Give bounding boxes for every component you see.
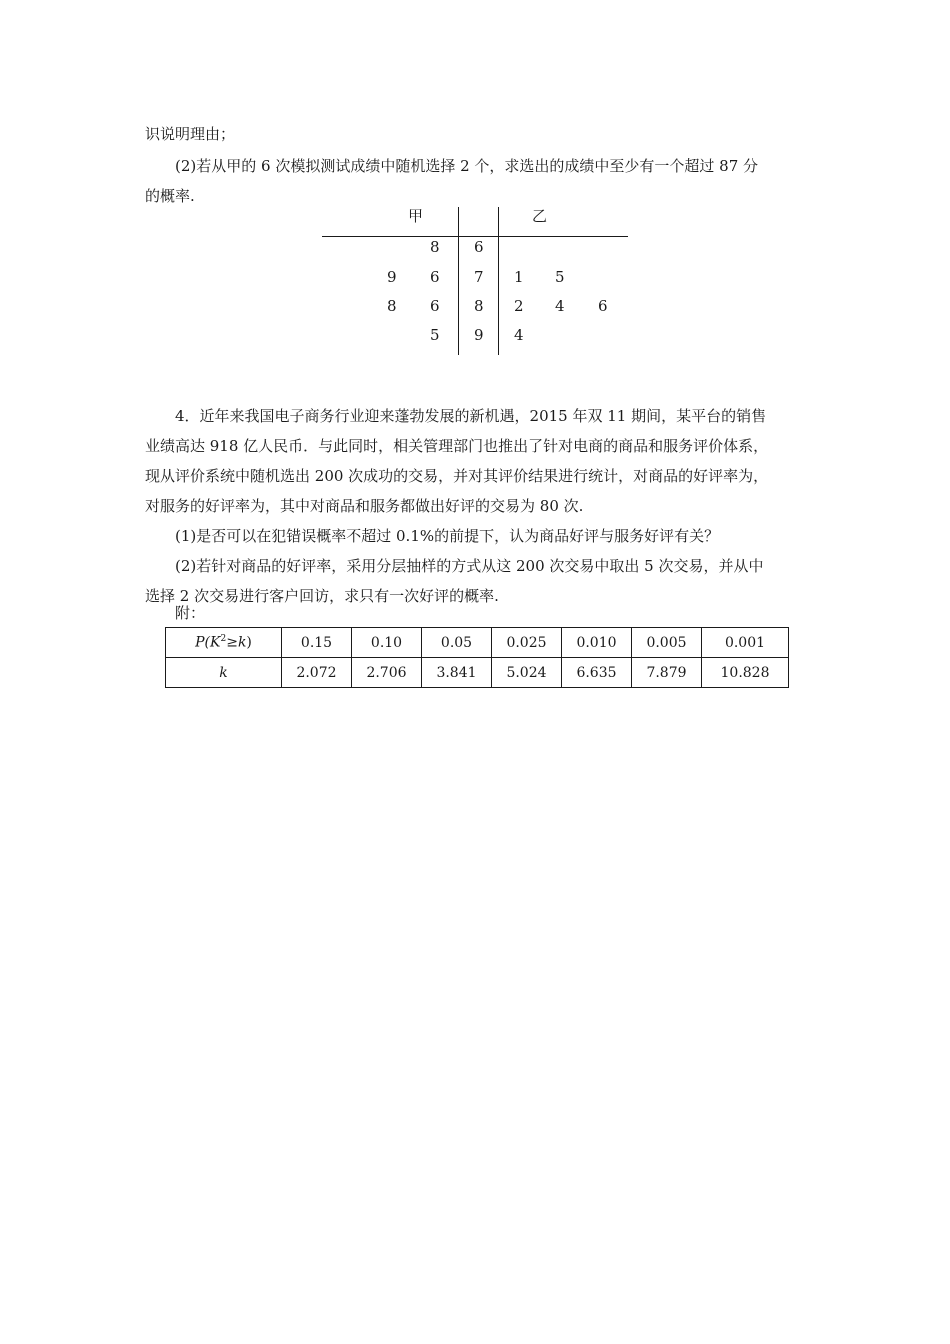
table-cell: 0.05: [422, 628, 492, 658]
q4-line-1: 4．近年来我国电子商务行业迎来蓬勃发展的新机遇，2015 年双 11 期间，某平台的销售: [175, 407, 767, 425]
leaf-right: 4: [514, 326, 524, 344]
leaf-left: 6: [430, 297, 440, 315]
table-cell: 0.025: [492, 628, 562, 658]
table-cell: 2.706: [352, 658, 422, 688]
table-cell: 10.828: [702, 658, 789, 688]
label-k2: K: [210, 634, 221, 651]
label-p: P(: [195, 634, 210, 651]
table-cell: 0.10: [352, 628, 422, 658]
q4-part1: (1)是否可以在犯错误概率不超过 0.1%的前提下，认为商品好评与服务好评有关？: [175, 527, 720, 545]
table-row: [166, 658, 789, 688]
leaf-right: 6: [598, 297, 608, 315]
table-cell: 2.072: [282, 658, 352, 688]
leaf-left: 6: [430, 268, 440, 286]
stem-value: 8: [474, 297, 484, 315]
leaf-left: 8: [387, 297, 397, 315]
leaf-left: 5: [430, 326, 440, 344]
table-header-k: k: [166, 658, 282, 688]
q4-part2-line-2: 选择 2 次交易进行客户回访，求只有一次好评的概率.: [145, 587, 499, 605]
label-k: k: [237, 634, 247, 651]
table-header-probability: [166, 628, 282, 658]
q4-part2-line-1: (2)若针对商品的好评率，采用分层抽样的方式从这 200 次交易中取出 5 次交易，并从中: [175, 557, 764, 575]
table-cell: 0.010: [562, 628, 632, 658]
leaf-right: 1: [514, 268, 524, 286]
table-cell: 5.024: [492, 658, 562, 688]
table-cell: 0.005: [632, 628, 702, 658]
stem-value: 9: [474, 326, 484, 344]
table-cell: 0.001: [702, 628, 789, 658]
stem-leaf-divider-left: [458, 207, 459, 355]
stem-leaf-divider-right: [498, 207, 499, 355]
q3-part2-line-2: 的概率.: [145, 187, 195, 205]
q4-line-4: 对服务的好评率为，其中对商品和服务都做出好评的交易为 80 次.: [145, 497, 584, 515]
table-row: [166, 628, 789, 658]
label-geq: ≥: [226, 634, 238, 651]
stem-value: 7: [474, 268, 484, 286]
leaf-right: 5: [555, 268, 565, 286]
q3-part2-line-1: (2)若从甲的 6 次模拟测试成绩中随机选择 2 个，求选出的成绩中至少有一个超过 87 分: [175, 157, 759, 175]
table-cell: 0.15: [282, 628, 352, 658]
stem-leaf-horizontal-rule: [322, 236, 628, 237]
stem-leaf-right-header: 乙: [532, 207, 548, 225]
label-sup: 2: [220, 634, 227, 645]
table-cell: 3.841: [422, 658, 492, 688]
q4-line-2: 业绩高达 918 亿人民币．与此同时，相关管理部门也推出了针对电商的商品和服务评价体系，: [145, 437, 769, 455]
q4-line-3: 现从评价系统中随机选出 200 次成功的交易，并对其评价结果进行统计，对商品的好评率为，: [145, 467, 769, 485]
stem-value: 6: [474, 238, 484, 256]
leaf-right: 4: [555, 297, 565, 315]
q3-line-1: 识说明理由；: [145, 125, 236, 143]
table-cell: 6.635: [562, 658, 632, 688]
leaf-right: 2: [514, 297, 524, 315]
label-close: ): [246, 634, 252, 651]
leaf-left: 8: [430, 238, 440, 256]
q4-appendix: 附：: [175, 604, 206, 622]
stem-leaf-left-header: 甲: [408, 207, 424, 225]
leaf-left: 9: [387, 268, 397, 286]
table-cell: 7.879: [632, 658, 702, 688]
critical-value-table: [165, 627, 789, 688]
